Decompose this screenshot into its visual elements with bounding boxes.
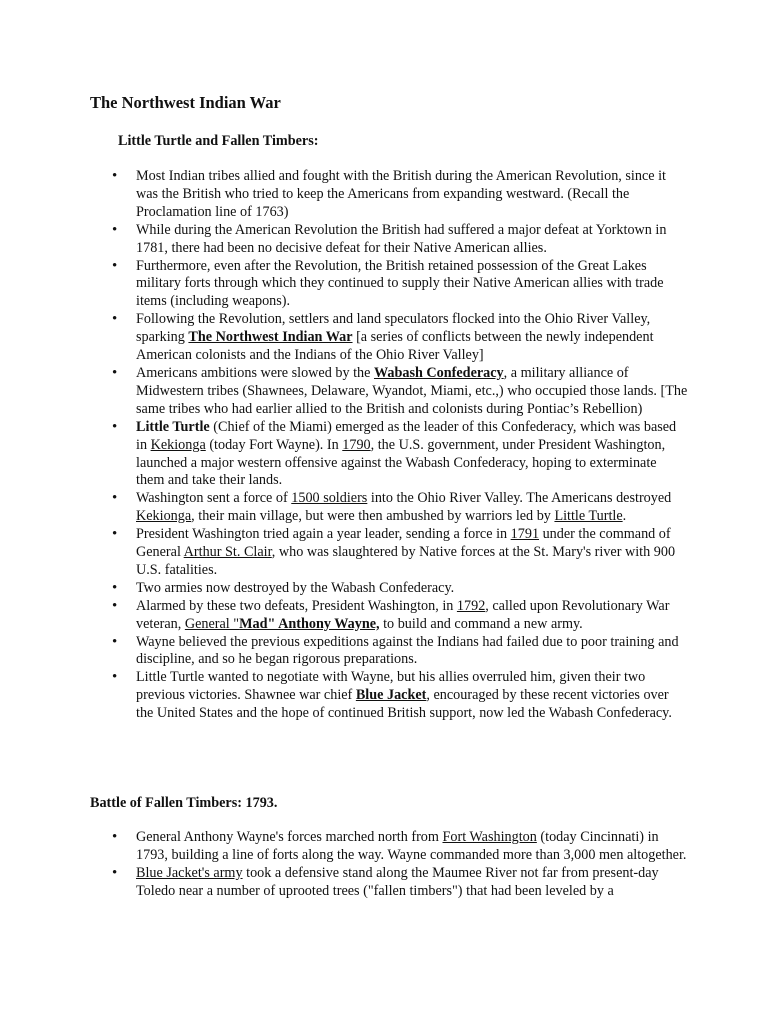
list-item: • Wayne believed the previous expeditions against the Indians had failed due to poor training and discipline, and so he began rigorous preparations. <box>108 634 688 670</box>
term-kekionga: Kekionga <box>150 436 206 453</box>
term-kekionga: Kekionga <box>136 508 192 525</box>
list-item: • President Washington tried again a year leader, sending a force in 1791 under the command of General Arthur St. Clair, who was slaughtered by Native forces at the St. Mary's river with 900 U.S. fatalities. <box>108 526 688 580</box>
term-little-turtle: Little Turtle <box>136 418 210 435</box>
list-item: • Little Turtle (Chief of the Miami) emerged as the leader of this Confederacy, which was based in Kekionga (today Fort Wayne). In 1790, the U.S. government, under President Washington, launched a major western offensive against the Wabash Confederacy, hoping to exterminate them and take their lands. <box>108 419 688 491</box>
list-item: • Most Indian tribes allied and fought with the British during the American Revolution, since it was the British who tried to keep the Americans from expanding westward. (Recall the Proclamation line of 1763) <box>108 168 688 222</box>
term-fort-washington: Fort Washington <box>442 829 537 845</box>
list-item: • Americans ambitions were slowed by the Wabash Confederacy, a military alliance of Midwestern tribes (Shawnees, Delaware, Wyandot, Miami, etc.,) who occupied those lands. [The same tribes who had earlier allied to the British and colonists during Pontiac’s Rebellion) <box>108 365 688 419</box>
term-1792: 1792 <box>456 597 486 614</box>
document-title: The Northwest Indian War <box>90 93 281 112</box>
list-item: • Blue Jacket's army took a defensive stand along the Maumee River not far from present-day Toledo near a number of uprooted trees ("fallen timbers") that had been leveled by a <box>108 865 688 901</box>
list-item: • Little Turtle wanted to negotiate with Wayne, but his allies overruled him, given their two previous victories. Shawnee war chief Blue Jacket, encouraged by these recent victories over the United States and the hope of continued British support, now led the Wabash Confederacy. <box>108 669 688 723</box>
list-item: • While during the American Revolution the British had suffered a major defeat at Yorktown in 1781, there had been no decisive defeat for their Native American allies. <box>108 222 688 258</box>
term-blue-jackets-army: Blue Jacket's army <box>136 864 243 881</box>
section-heading-fallen-timbers: Battle of Fallen Timbers: 1793. <box>90 795 278 811</box>
term-general: General " <box>184 615 240 632</box>
list-item: • Washington sent a force of 1500 soldiers into the Ohio River Valley. The Americans destroyed Kekionga, their main village, but were then ambushed by warriors led by Little Turtle. <box>108 490 688 526</box>
list-item: • Alarmed by these two defeats, President Washington, in 1792, called upon Revolutionary War veteran, General "Mad" Anthony Wayne, to build and command a new army. <box>108 598 688 634</box>
list-item: • Two armies now destroyed by the Wabash Confederacy. <box>108 580 688 598</box>
term-blue-jacket: Blue Jacket <box>355 687 427 704</box>
bullet-list-little-turtle <box>108 168 688 723</box>
term-wabash-confederacy: Wabash Confederacy <box>373 364 504 381</box>
term-1500-soldiers: 1500 soldiers <box>291 490 368 507</box>
term-little-turtle-link: Little Turtle <box>554 508 623 525</box>
term-northwest-indian-war: The Northwest Indian War <box>188 329 353 346</box>
term-arthur-st-clair: Arthur St. Clair <box>183 544 272 561</box>
term-1790: 1790 <box>342 436 371 453</box>
term-mad-anthony-wayne: Mad" Anthony Wayne, <box>239 615 380 632</box>
term-1791: 1791 <box>510 526 540 543</box>
list-item: • General Anthony Wayne's forces marched north from Fort Washington (today Cincinnati) in 1793, building a line of forts along the way. Wayne commanded more than 3,000 men altogether. <box>108 829 688 865</box>
list-item: • Furthermore, even after the Revolution, the British retained possession of the Great Lakes military forts through which they continued to supply their Native American allies with trade items (including weapons). <box>108 258 688 312</box>
bullet-list-fallen-timbers <box>108 829 688 901</box>
list-item: • Following the Revolution, settlers and land speculators flocked into the Ohio River Valley, sparking The Northwest Indian War [a series of conflicts between the newly independent American colonists and the Indians of the Ohio River Valley] <box>108 311 688 365</box>
section-heading-little-turtle: Little Turtle and Fallen Timbers: <box>118 133 319 149</box>
